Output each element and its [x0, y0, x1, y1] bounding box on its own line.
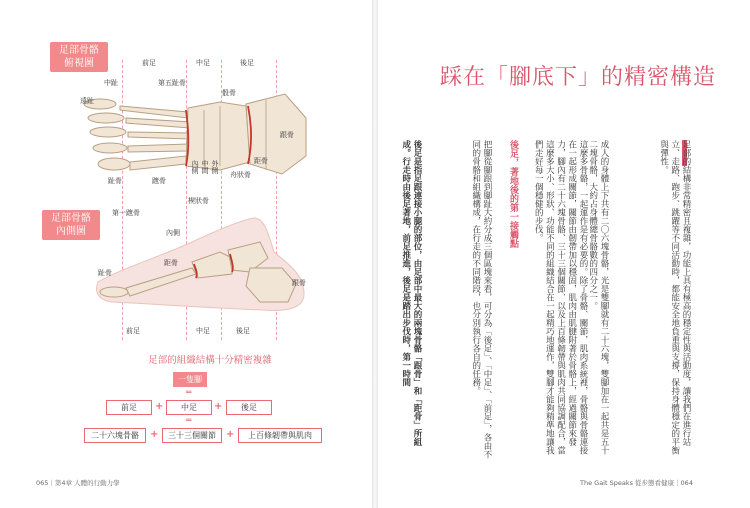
label-phalanges-top: 趾骨 — [108, 177, 122, 185]
label-first-metatarsal: 第一蹠骨 — [112, 209, 140, 217]
box-midfoot: 中足 — [166, 400, 212, 415]
header-hindfoot-bottom: 後足 — [236, 327, 250, 335]
label-talus-side: 距骨 — [164, 259, 178, 267]
footer-left: 065｜第4章 人體的行動力學 — [36, 479, 120, 487]
box-ligaments-muscles: 上百條韌帶與肌肉 — [238, 428, 322, 443]
header-forefoot-bottom: 前足 — [126, 327, 140, 335]
box-hindfoot: 後足 — [226, 400, 272, 415]
label-talus-top: 距骨 — [254, 157, 268, 165]
label-cuneiform-inner: 內側 — [191, 160, 199, 174]
label-toe-distal: 遠趾 — [80, 97, 94, 105]
label-cuneiform-outer: 外側 — [211, 160, 219, 174]
footer-right: The Gait Speaks 從步態看健康｜064 — [580, 479, 693, 487]
header-midfoot-bottom: 中足 — [196, 327, 210, 335]
label-inner-side: 內側 — [166, 229, 180, 237]
label-fifth-metatarsal: 第五趾骨 — [158, 79, 186, 87]
paragraph-4: 把腳從腳跟到腳趾大約分成三個區塊來看，可分為「後足」、「中足」、「前足」，各由不同的骨骼和組織構成，在行走的不同階段，也分別執行各自的任務。 — [470, 140, 492, 459]
label-cuboid: 骰骨 — [222, 89, 236, 97]
foot-side-view-illustration — [92, 212, 312, 322]
label-heel-top: 跟骨 — [280, 131, 294, 139]
label-toe-mid: 中趾 — [104, 79, 118, 87]
paragraph-1: 足部的結構非常精密且複雜，功能上具有極高的穩定性與活動度，讓我們在進行站立、走路、跑步、跳躍等不同活動時，都能安全地負重與支撐，保持身體穩定的平衡與彈性。 — [658, 140, 691, 455]
label-calcaneus-side: 跟骨 — [292, 279, 306, 287]
paragraph-bold: 後足是指足跟連接小腿的部位，由足部中最大的兩塊骨骼「跟骨」和「距骨」所組成。行走時由後足著地，前足推進，後足是踏出步伐時，第一時間 — [400, 140, 422, 446]
label-navicular: 舟狀骨 — [230, 171, 251, 179]
plus-4: + — [226, 429, 235, 440]
box-26-bones: 二十六塊骨骼 — [84, 428, 146, 443]
box-forefoot: 前足 — [106, 400, 152, 415]
box-33-joints: 三十三個關節 — [162, 428, 222, 443]
equals-1: ═ — [186, 388, 192, 398]
paragraph-3: 這麼多骨骼，一起運作是有必要的。除了骨骼、關節，肌肉系統裡，骨骼與骨骼連接在一起形成關節，關節由韌帶加以穩固，肌肉由肌腱附著於骨骼上，經過關節來發力，腳內有二十六塊骨骼、三十三個關節、以及上百條韌帶與肌肉共同協調配合，當這麼多大小、形狀、功能不同的組織結合在一起精巧地運作，雙腳才能夠精準地讓我們走好每一個穩健的步伐。 — [533, 140, 588, 455]
plus-1: + — [155, 401, 164, 412]
label-phalanges-side: 趾骨 — [98, 269, 112, 277]
section-subheading: 後足，著地後的第一接觸點 — [508, 140, 518, 248]
plus-3: + — [150, 429, 159, 440]
header-forefoot-top: 前足 — [142, 59, 156, 67]
tag-top-view: 足部骨骼 俯視圖 — [50, 42, 108, 72]
flow-title: 足部的組織結構十分精密複雜 — [148, 355, 272, 366]
paragraph-2: 成人的身體上下共有二〇六塊骨骼，光是雙腳就有二十六塊，雙腳加在一起共是五十二塊骨骼，大約占身體總骨骼數的四分之一。 — [587, 140, 609, 455]
box-one-foot: 一隻腳 — [173, 372, 207, 387]
label-cuneiform-middle: 中間 — [201, 160, 209, 174]
header-hindfoot-top: 後足 — [240, 59, 254, 67]
label-cuneiforms-group: 楔狀骨 — [188, 197, 209, 205]
equals-2: ═ — [186, 416, 192, 426]
header-midfoot-top: 中足 — [196, 59, 210, 67]
label-metatarsals-top: 蹠骨 — [152, 177, 166, 185]
page-title: 踩在「腳底下」的精密構造 — [440, 65, 717, 90]
tag-side-view: 足部骨骼 內側圖 — [42, 210, 100, 240]
book-gutter — [372, 0, 378, 508]
plus-2: + — [214, 401, 223, 412]
